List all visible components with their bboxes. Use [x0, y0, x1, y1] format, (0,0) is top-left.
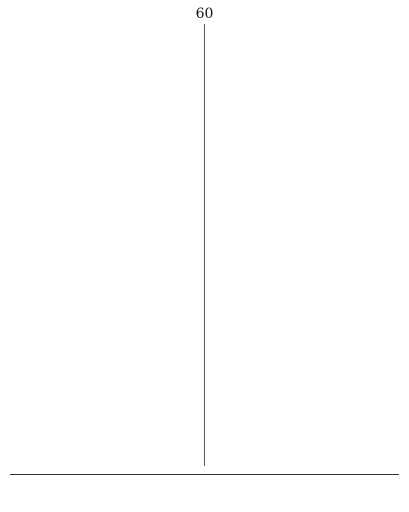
footer-rule: [10, 474, 399, 475]
page-number: 60: [195, 6, 214, 22]
article-column-right: [212, 24, 398, 470]
column-divider: [204, 24, 205, 466]
article-column-left: [10, 24, 196, 470]
